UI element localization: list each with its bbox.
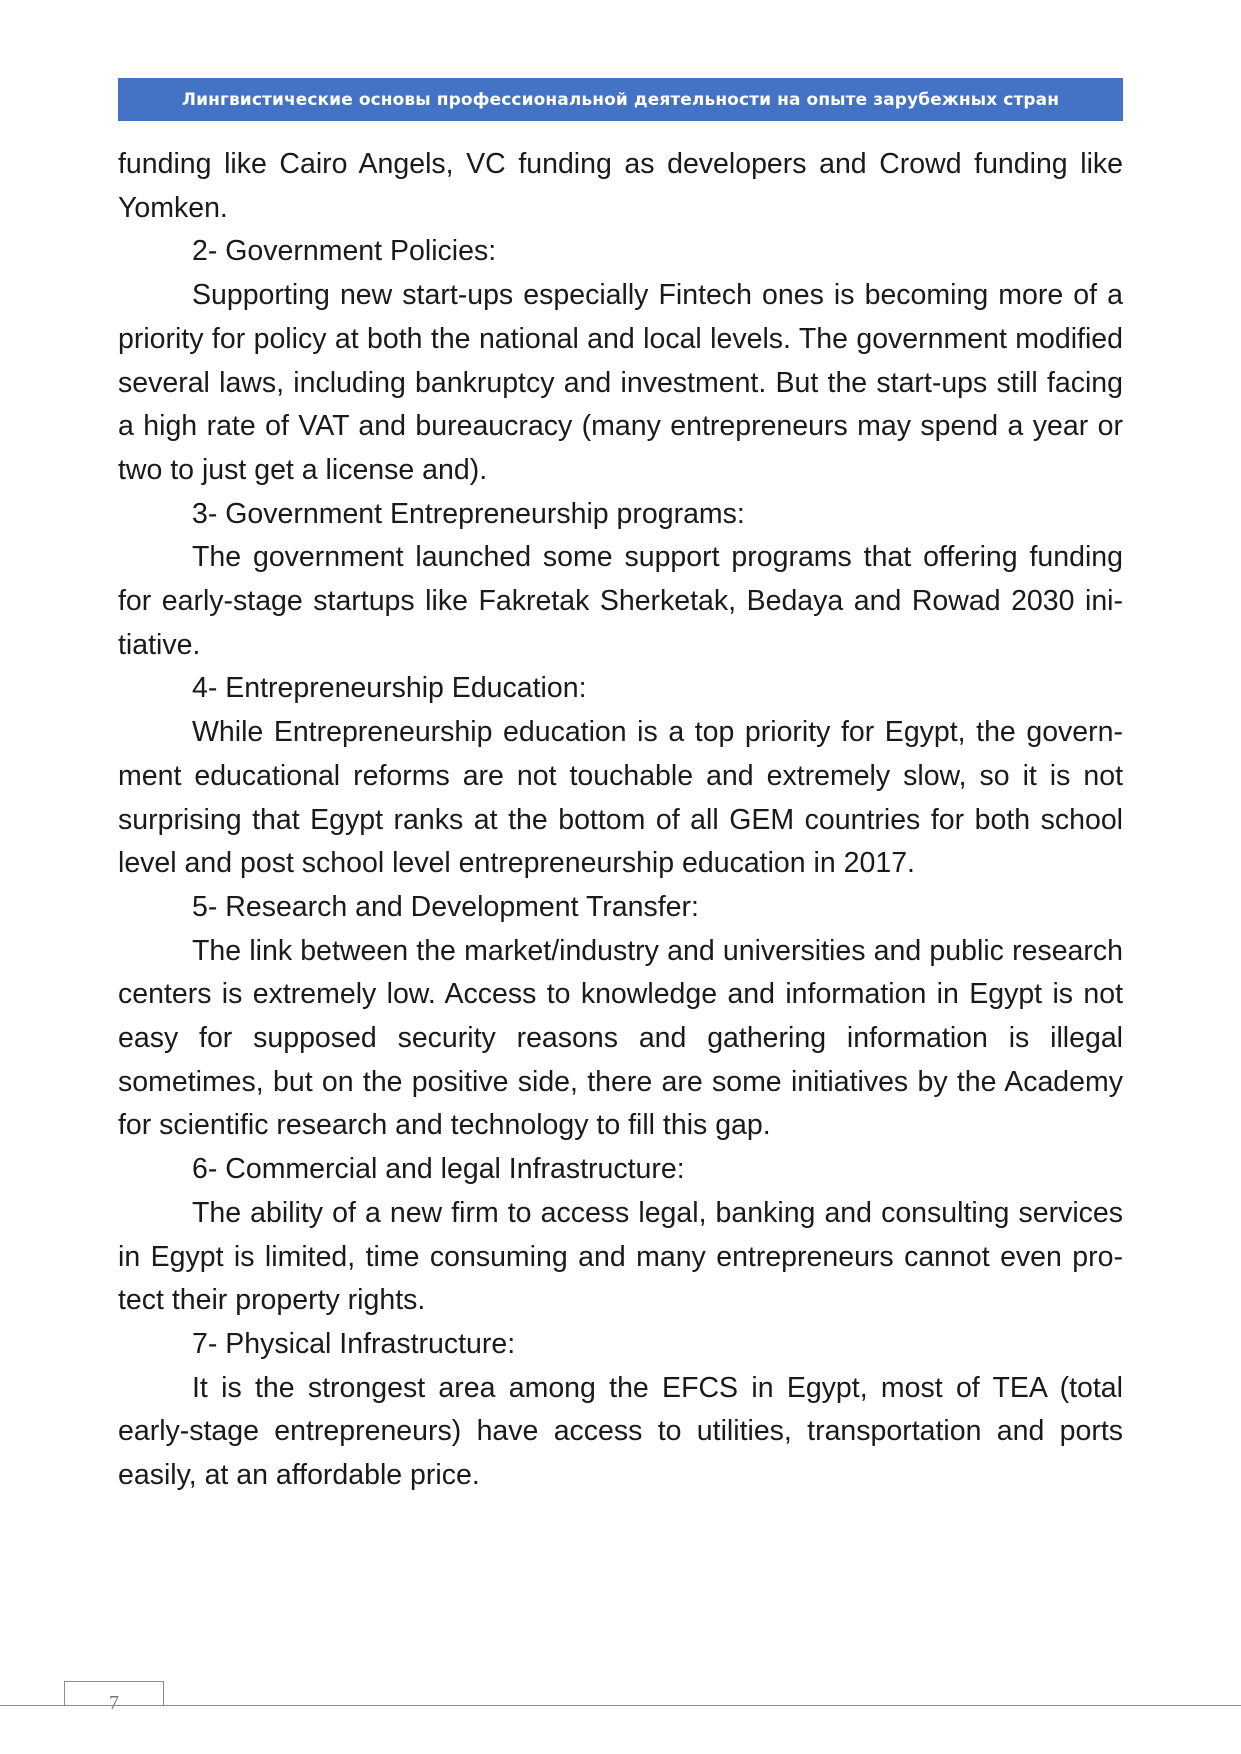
body-text xyxy=(118,143,1123,1498)
section-heading-commercial-legal-infrastructure: 6- Commercial and legal Infrastructure: xyxy=(192,1153,685,1186)
paragraph: Supporting new start-ups especially Fintech ones is becoming more of a priority for policy at both the national and local levels. The government modified several laws, including bankruptcy and investment. But the start-ups still facing a high rate of VAT and bureaucracy (many entrepreneurs may spend a year or two to just get a license and). xyxy=(118,279,1123,486)
section-heading-entrepreneurship-programs: 3- Government Entrepreneurship programs: xyxy=(192,497,745,530)
section-heading-entrepreneurship-education: 4- Entrepreneurship Education: xyxy=(192,672,587,705)
paragraph: The link between the market/industry and universities and public research centers is extremely low. Access to knowledge and information in Egypt is not easy for supposed security reasons and gathering information is illegal sometimes, but on the positive side, there are some initiatives by the Academy for scientific research and technology to fill this gap. xyxy=(118,934,1123,1142)
section-heading-physical-infrastructure: 7- Physical Infrastructure: xyxy=(192,1327,516,1360)
section-heading-government-policies: 2- Government Policies: xyxy=(192,235,497,268)
paragraph: It is the strongest area among the EFCS in Egypt, most of TEA (total early-stage entrepreneurs) have access to utilities, transportation and ports easily, at an affordable price. xyxy=(118,1371,1123,1492)
paragraph: While Entrepreneurship education is a top priority for Egypt, the government educational reforms are not touchable and extremely slow, so it is not surprising that Egypt ranks at the bottom of all GEM countries for both school level and post school level entrepreneurship education in 2017. xyxy=(118,716,1123,880)
page-number: 7 xyxy=(109,1692,119,1714)
paragraph: The government launched some support programs that offering funding for early-stage startups like Fakretak Sherketak, Bedaya and Rowad 2030 initiative. xyxy=(118,541,1123,661)
page-number-tab xyxy=(64,1681,164,1714)
footer-rule xyxy=(0,1705,1241,1706)
paragraph: The ability of a new firm to access legal, banking and consulting services in Egypt is limited, time consuming and many entrepreneurs cannot even protect their property rights. xyxy=(118,1196,1123,1317)
running-header-title: Лингвистические основы профессиональной деятельности на опыте зарубежных стран xyxy=(181,89,1060,110)
paragraph: funding like Cairo Angels, VC funding as developers and Crowd funding like Yomken. xyxy=(118,148,1123,224)
running-header xyxy=(118,78,1123,121)
section-heading-research-development: 5- Research and Development Transfer: xyxy=(192,890,699,923)
